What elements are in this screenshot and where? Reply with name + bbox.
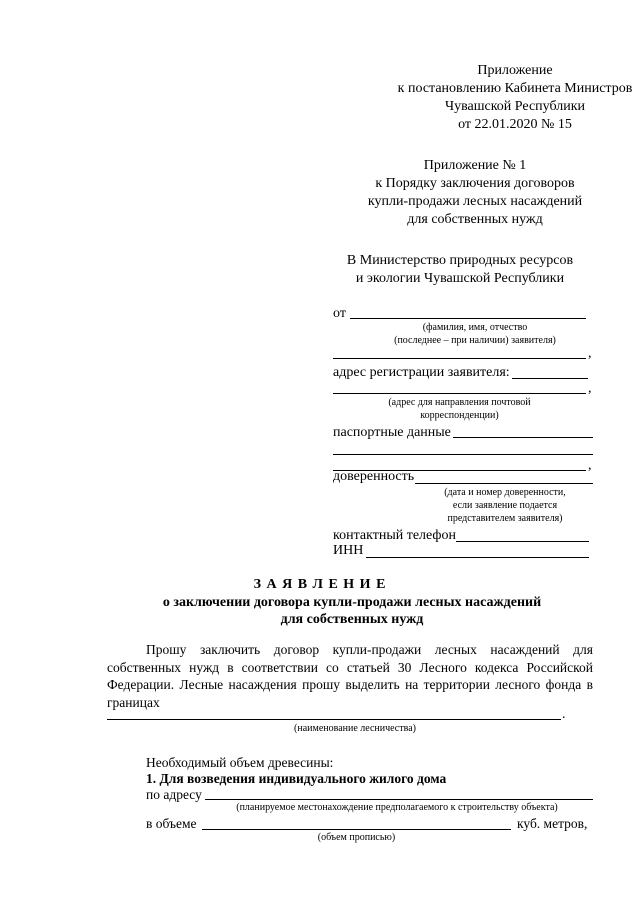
- fio-line[interactable]: [350, 318, 586, 319]
- proxy-hint-line3: представителем заявителя): [447, 513, 563, 524]
- from-label: от: [333, 306, 346, 321]
- comma-3: ,: [588, 458, 592, 473]
- comma-2: ,: [588, 381, 592, 396]
- inn-label: ИНН: [333, 543, 364, 558]
- address-line[interactable]: [205, 799, 593, 800]
- addressee: [310, 252, 610, 288]
- passport-label: паспортные данные: [333, 425, 451, 440]
- appendix-1-header: [325, 157, 625, 229]
- reg-address-line[interactable]: [512, 378, 588, 379]
- comma-1: ,: [588, 346, 592, 361]
- appendix-date: от 22.01.2020 № 15: [458, 117, 572, 132]
- mail-hint: [333, 396, 586, 422]
- proxy-hint-line2: если заявление подается: [452, 500, 558, 511]
- appendix-line2: к постановлению Кабинета Министров: [397, 81, 633, 96]
- address-label: по адресу: [146, 787, 202, 802]
- phone-label: контактный телефон: [333, 528, 456, 543]
- document-title: З А Я В Л Е Н И Е: [253, 577, 387, 592]
- appendix-1-line4: для собственных нужд: [407, 212, 543, 227]
- addressee-line2: и экологии Чувашской Республики: [355, 271, 565, 286]
- mail-hint-line1: (адрес для направления почтовой: [388, 397, 531, 408]
- proxy-hint-line1: (дата и номер доверенности,: [444, 487, 566, 498]
- phone-line[interactable]: [456, 541, 589, 542]
- appendix-line3: Чувашской Республики: [444, 99, 586, 114]
- proxy-hint: [415, 486, 595, 525]
- forestry-hint: (наименование лесничества): [294, 723, 416, 734]
- appendix-1-line2: к Порядку заключения договоров: [375, 176, 575, 191]
- fio-hint-line1: (фамилия, имя, отчество: [422, 322, 528, 333]
- appendix-title: Приложение: [477, 63, 553, 78]
- inn-line[interactable]: [366, 557, 589, 558]
- document-subtitle-1: о заключении договора купли-продажи лесных насаждений: [162, 595, 542, 610]
- document-subtitle-2: для собственных нужд: [280, 612, 424, 627]
- passport-line[interactable]: [453, 437, 593, 438]
- volume-line[interactable]: [202, 829, 511, 830]
- fio-line-2[interactable]: [333, 358, 586, 359]
- volume-label: в объеме: [146, 816, 197, 831]
- appendix-1-line3: купли-продажи лесных насаждений: [367, 194, 583, 209]
- unit-label: куб. метров,: [517, 816, 588, 831]
- mail-hint-line2: корреспонденции): [420, 410, 499, 421]
- fio-hint-line2: (последнее – при наличии) заявителя): [394, 335, 556, 346]
- proxy-line[interactable]: [415, 483, 593, 484]
- fio-hint: [350, 321, 600, 347]
- forestry-period: .: [562, 707, 566, 722]
- request-paragraph: Прошу заключить договор купли-продажи лесных насаждений для собственных нужд в соответствии со статьей 30 Лесного кодекса Российской Федерации. Лесные насаждения прошу выделить на территории лесного фонда в границах: [107, 642, 593, 710]
- volume-hint: (объем прописью): [317, 832, 396, 843]
- appendix-header: [340, 62, 640, 134]
- proxy-label: доверенность: [333, 469, 415, 484]
- passport-line-2[interactable]: [333, 454, 593, 455]
- appendix-1-title: Приложение № 1: [423, 158, 527, 173]
- reg-address-line-2[interactable]: [333, 393, 586, 394]
- forestry-line[interactable]: [107, 719, 561, 720]
- location-hint: (планируемое местонахождение предполагаемого к строительству объекта): [236, 802, 558, 813]
- item-1-heading: 1. Для возведения индивидуального жилого дома: [146, 771, 447, 786]
- volume-heading: Необходимый объем древесины:: [146, 755, 334, 770]
- addressee-line1: В Министерство природных ресурсов: [346, 253, 574, 268]
- reg-address-label: адрес регистрации заявителя:: [333, 365, 510, 380]
